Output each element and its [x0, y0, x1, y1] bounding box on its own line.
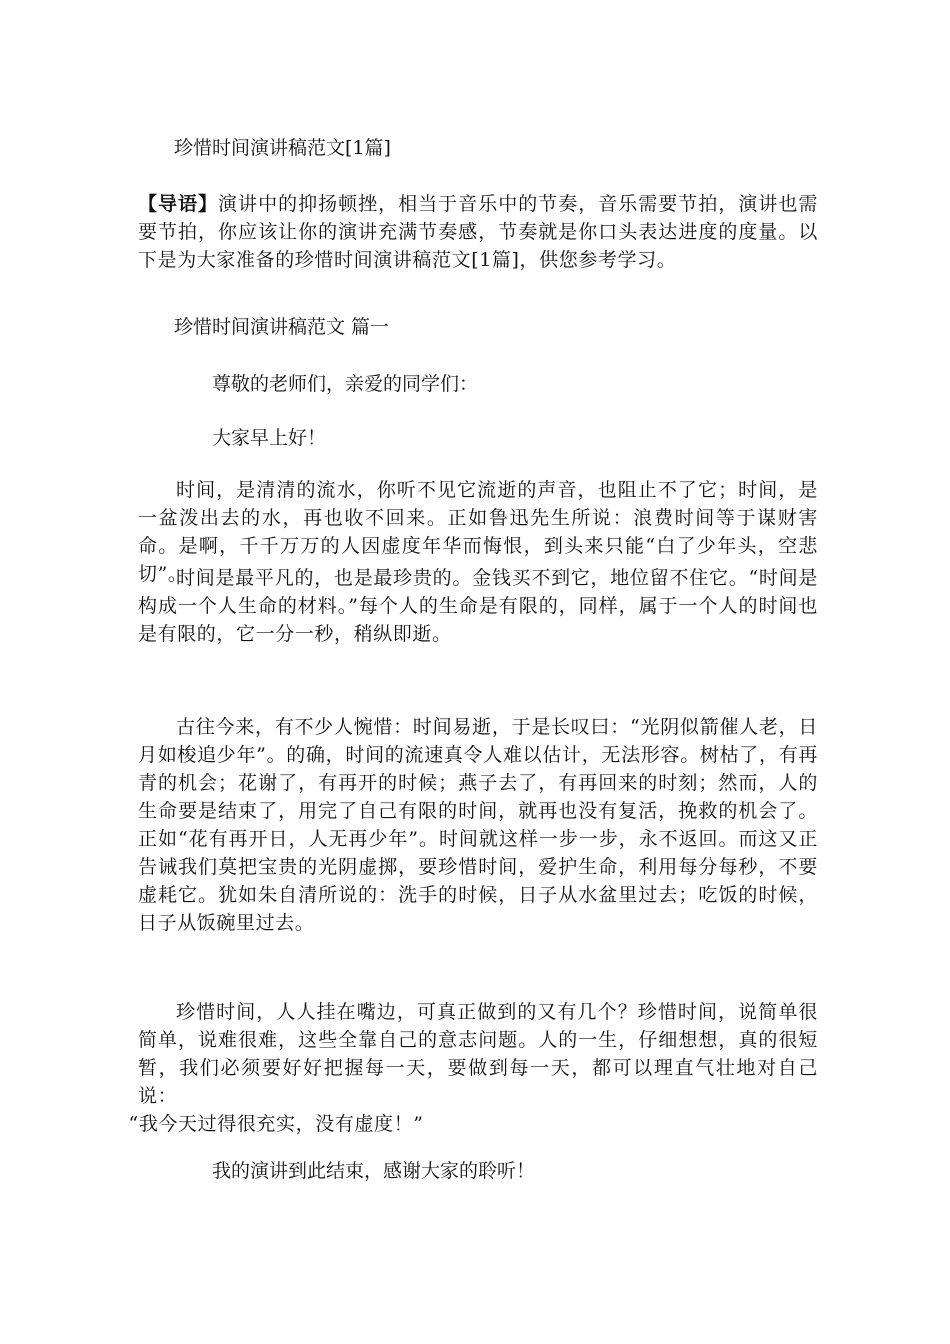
body-paragraph-2: 时间是最平凡的，也是最珍贵的。金钱买不到它，地位留不住它。“时间是构成一个人生命的材料。”每个人的生命是有限的，同样，属于一个人的时间也是有限的，它一分一秒，稍纵即逝。 [138, 567, 818, 645]
section-heading: 珍惜时间演讲稿范文 篇一 [174, 316, 390, 338]
body-paragraph-4-text: 珍惜时间，人人挂在嘴边，可真正做到的又有几个？珍惜时间，说简单很简单，说难很难，这些全靠自己的意志问题。人的一生，仔细想想，真的很短暂，我们必须要好好把握每一天，要做到每一天，都可以理直气壮地对自己说： [138, 1001, 818, 1107]
greeting: 大家早上好！ [212, 427, 327, 449]
body-paragraph-4-quote: “我今天过得很充实，没有虚度！” [128, 1113, 424, 1135]
body-paragraph-4 [128, 998, 818, 1138]
salutation: 尊敬的老师们，亲爱的同学们： [212, 373, 479, 395]
intro-text: 演讲中的抑扬顿挫，相当于音乐中的节奏，音乐需要节拍，演讲也需要节拍，你应该让你的演讲充满节奏感，节奏就是你口头表达进度的度量。以下是为大家准备的珍惜时间演讲稿范文[1篇]，供您参考学习。 [138, 193, 818, 271]
document-title: 珍惜时间演讲稿范文[1篇] [174, 137, 391, 159]
intro-label: 【导语】 [138, 193, 219, 215]
closing-line: 我的演讲到此结束，感谢大家的聆听！ [212, 1160, 536, 1182]
body-paragraph-3: 古往今来，有不少人惋惜：时间易逝，于是长叹曰：“光阴似箭催人老，日月如梭追少年”。的确，时间的流速真令人难以估计，无法形容。树枯了，有再青的机会；花谢了，有再开的时候；燕子去了，有再回来的时刻；然而，人的生命要是结束了，用完了自己有限的时间，就再也没有复活，挽救的机会了。正如“花有再开日，人无再少年”。时间就这样一步一步，永不返回。而这又正告诫我们莫把宝贵的光阴虚掷，要珍惜时间，爱护生命，利用每分每秒，不要虚耗它。犹如朱自清所说的：洗手的时候，日子从水盆里过去；吃饭的时候，日子从饭碗里过去。 [138, 716, 818, 934]
intro-paragraph [138, 190, 818, 274]
body-paragraph-1: 时间，是清清的流水，你听不见它流逝的声音，也阻止不了它；时间，是一盆泼出去的水，再也收不回来。正如鲁迅先生所说：浪费时间等于谋财害命。是啊，千千万万的人因虚度年华而悔恨，到头来只能“白了少年头，空悲切”。 [138, 479, 818, 585]
